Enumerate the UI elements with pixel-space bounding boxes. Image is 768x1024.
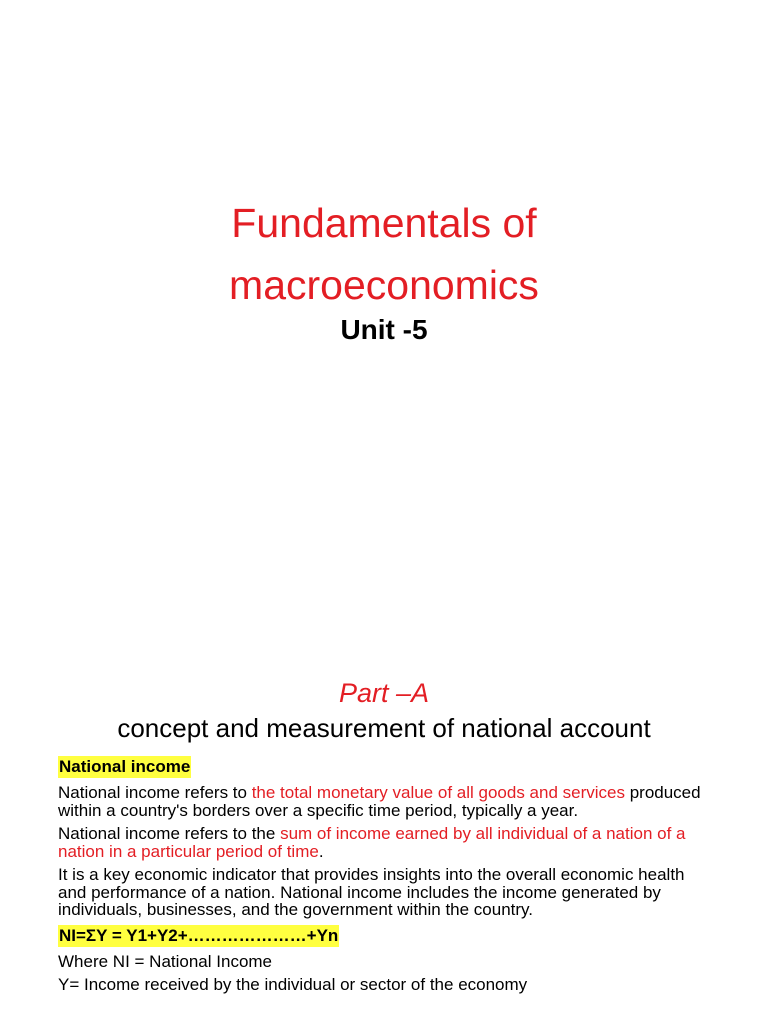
paragraph-1 [58,784,708,819]
slide-body [58,756,708,1000]
y-definition-line: Y= Income received by the individual or sector of the economy [58,975,528,994]
content-slide [0,660,768,1024]
part-label: Part –A [338,678,430,708]
formula: NI=ΣY = Y1+Y2+…………………+Yn [59,925,339,945]
where-line: Where NI = National Income [58,951,273,971]
paragraph-1-highlight: the total monetary value of all goods and services [251,783,625,802]
slide-heading: concept and measurement of national account [117,713,651,743]
slide-subtitle: Unit -5 [340,314,428,345]
paragraph-2 [58,825,708,860]
slide-title-line-2: macroeconomics [229,262,539,308]
paragraph-1-prefix: National income refers to [58,783,252,802]
paragraph-2-highlight: sum of income earned by all individual of a nation of a nation in a particular period of time [58,824,686,861]
paragraph-2-prefix: National income refers to the [58,824,281,843]
paragraph-1-suffix: produced within a country's borders over a specific time period, typically a year. [58,783,701,820]
slide-title-line-1: Fundamentals of [231,200,537,246]
paragraph-3: It is a key economic indicator that provides insights into the overall economic health and performance of a nation. National income includes the income generated by individuals, businesses, and the government within the country. [58,865,685,919]
paragraph-2-suffix: . [318,841,324,861]
slide-title [0,192,768,316]
section-label: National income [59,757,191,776]
